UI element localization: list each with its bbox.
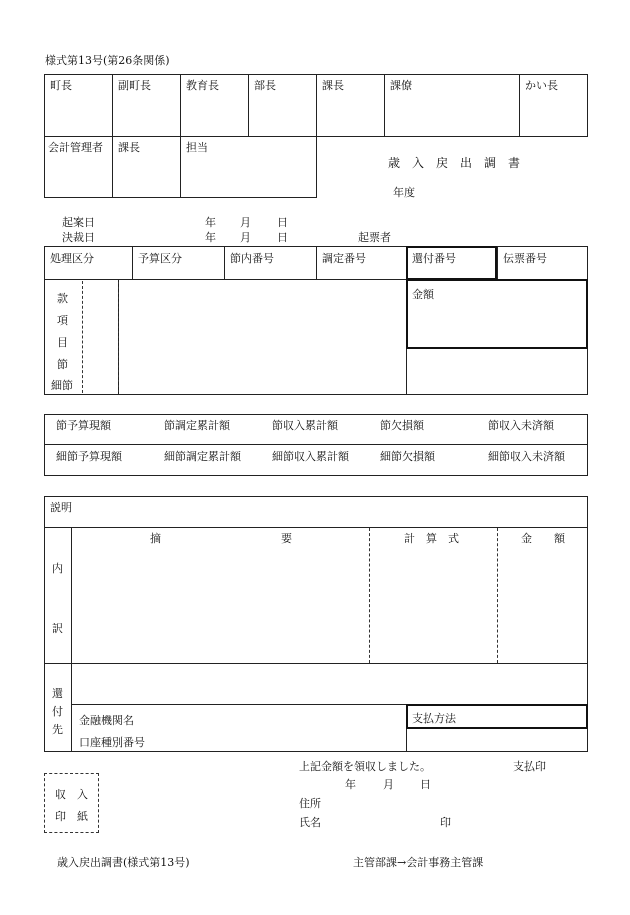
draft-month: 月 xyxy=(240,216,251,229)
label-kan: 款 xyxy=(57,292,68,305)
section-received-label: 節収入累計額 xyxy=(272,419,338,432)
fiscal-year-label: 年度 xyxy=(393,186,415,199)
label-saisetsu: 細節 xyxy=(51,379,73,392)
breakdown-label-divider xyxy=(71,527,72,752)
decision-date-label: 決裁日 xyxy=(62,231,95,244)
account-label: 口座種別番号 xyxy=(79,736,145,749)
breakdown-label-top: 内 xyxy=(52,562,63,575)
footer-form-name: 歳入戻出調書(様式第13号) xyxy=(57,856,190,869)
assessment-number-label: 調定番号 xyxy=(322,252,366,265)
section-loss-label: 節欠損額 xyxy=(380,419,424,432)
address-label: 住所 xyxy=(299,797,321,810)
approval-divider xyxy=(316,74,317,137)
subsection-received-label: 細節収入累計額 xyxy=(272,450,349,463)
classification-divider xyxy=(316,246,317,279)
approval-cell-in-charge: 担当 xyxy=(186,141,208,154)
voucher-number-label: 伝票番号 xyxy=(503,252,547,265)
receipt-statement: 上記金額を領収しました。 xyxy=(299,760,431,773)
breakdown-divider xyxy=(497,528,498,663)
amount-header: 金 額 xyxy=(521,532,565,545)
approval-cell-mayor: 町長 xyxy=(50,79,72,92)
name-label: 氏名 xyxy=(299,816,321,829)
approval-divider xyxy=(519,74,520,137)
section-budget-label: 節予算現額 xyxy=(56,419,111,432)
classification-divider xyxy=(497,246,498,279)
draft-date-label: 起案日 xyxy=(62,216,95,229)
code-divider xyxy=(82,281,83,393)
payment-method-label: 支払方法 xyxy=(412,712,456,725)
approval-cell-chief: 課長 xyxy=(118,141,140,154)
code-divider xyxy=(118,279,119,395)
classification-divider xyxy=(132,246,133,279)
draft-year: 年 xyxy=(205,216,216,229)
approval-cell-section-chief: 課長 xyxy=(322,79,344,92)
draft-day: 日 xyxy=(277,216,288,229)
classification-divider xyxy=(224,246,225,279)
refund-label-1: 還 xyxy=(52,687,63,700)
seal-mark: 印 xyxy=(440,816,451,829)
payment-seal-label: 支払印 xyxy=(513,760,546,773)
approval-divider xyxy=(384,74,385,137)
budget-category-label: 予算区分 xyxy=(138,252,182,265)
summary-header-a: 摘 xyxy=(150,532,161,545)
revenue-stamp-line2: 印 紙 xyxy=(55,810,88,823)
subsection-loss-label: 細節欠損額 xyxy=(380,450,435,463)
subsection-budget-label: 細節予算現額 xyxy=(56,450,122,463)
section-assessed-label: 節調定累計額 xyxy=(164,419,230,432)
processing-category-label: 処理区分 xyxy=(50,252,94,265)
refund-divider xyxy=(44,663,588,664)
receipt-month: 月 xyxy=(383,778,394,791)
approval-cell-kai-chief: かい長 xyxy=(525,79,558,92)
refund-label-2: 付 xyxy=(52,705,63,718)
bank-name-label: 金融機関名 xyxy=(79,714,134,727)
approval-cell-staff: 課僚 xyxy=(390,79,412,92)
form-id: 様式第13号(第26条関係) xyxy=(45,54,170,67)
label-setsu: 節 xyxy=(57,358,68,371)
subsection-assessed-label: 細節調定累計額 xyxy=(164,450,241,463)
receipt-day: 日 xyxy=(420,778,431,791)
subsection-unreceived-label: 細節収入未済額 xyxy=(488,450,565,463)
approval-divider xyxy=(248,74,249,137)
approval-cell-director: 部長 xyxy=(254,79,276,92)
label-kou: 項 xyxy=(57,314,68,327)
revenue-stamp-box xyxy=(44,773,99,833)
drafter-label: 起票者 xyxy=(358,231,391,244)
refund-label-3: 先 xyxy=(52,723,63,736)
decision-year: 年 xyxy=(205,231,216,244)
revenue-stamp-line1: 収 入 xyxy=(55,788,88,801)
decision-month: 月 xyxy=(240,231,251,244)
document-title: 歳 入 戻 出 調 書 xyxy=(388,156,521,170)
section-number-label: 節内番号 xyxy=(230,252,274,265)
breakdown-divider xyxy=(369,528,370,663)
section-unreceived-label: 節収入未済額 xyxy=(488,419,554,432)
summary-header-b: 要 xyxy=(281,532,292,545)
approval-cell-superintendent: 教育長 xyxy=(186,79,219,92)
explanation-divider xyxy=(44,527,588,528)
breakdown-label-bottom: 訳 xyxy=(52,622,63,635)
formula-header: 計 算 式 xyxy=(404,532,459,545)
refund-number-label: 還付番号 xyxy=(412,252,456,265)
label-moku: 目 xyxy=(57,336,68,349)
decision-day: 日 xyxy=(277,231,288,244)
approval-cell-accounting-manager: 会計管理者 xyxy=(48,141,103,154)
budget-summary-divider xyxy=(44,444,588,445)
approval-cell-deputy-mayor: 副町長 xyxy=(118,79,151,92)
explanation-label: 説明 xyxy=(50,501,72,514)
amount-label: 金額 xyxy=(412,288,434,301)
receipt-year: 年 xyxy=(345,778,356,791)
footer-routing: 主管部課→会計事務主管課 xyxy=(353,856,484,869)
